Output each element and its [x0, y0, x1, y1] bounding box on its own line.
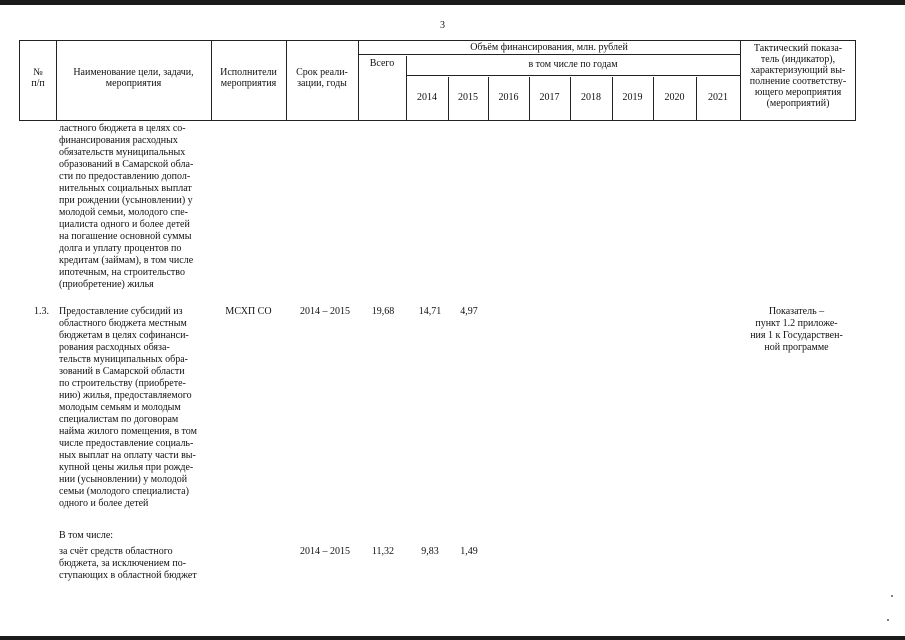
year-header: 2020 [664, 92, 685, 103]
year-header: 2014 [417, 92, 437, 103]
year-header: 2017 [539, 92, 560, 103]
speck [887, 619, 889, 621]
divider [358, 54, 740, 55]
year-header: 2018 [581, 92, 601, 103]
including-label: В том числе: [59, 530, 114, 541]
col-name-header: Наименование цели, задачи, мероприятия [73, 67, 194, 89]
col-indicator-header: Тактический показа- тель (индикатор), характеризующий вы- полнение соответству- ющего мероприятия (мероприятий) [749, 43, 847, 109]
row-name: Предоставление субсидий из областного бюджета местным бюджетам в целях софинанси- рования расходных обяза- тельств муниципальных обра- зований в Самарской области по строительству (приобрете- нию) жилья, предоставляемого молодым семьям и молодым специалистам по договорам найма жилого помещения, в том числе предоставление социаль- ных выплат на оплату части вы- купной цены жилья при рожде- нии (усыновлении) у молодой семьи (молодого специалиста) одного и более детей [59, 306, 197, 509]
col-financing-header: Объём финансирования, млн. рублей [470, 42, 628, 53]
col-total-header: Всего [369, 58, 395, 69]
subrow-name: за счёт средств областного бюджета, за исключением по- ступающих в областной бюджет [59, 546, 197, 581]
col-years-group-header: в том числе по годам [528, 59, 618, 70]
top-border [0, 0, 905, 5]
row-indicator: Показатель – пункт 1.2 приложе- ния 1 к Государствен- ной программе [750, 306, 843, 353]
row-number: 1.3. [34, 306, 49, 317]
table-header [19, 40, 856, 121]
speck [891, 595, 893, 597]
year-header: 2021 [708, 92, 728, 103]
row-2014: 14,71 [418, 306, 442, 317]
year-header: 2016 [498, 92, 519, 103]
year-header: 2019 [622, 92, 643, 103]
divider [406, 75, 740, 76]
col-executor-header: Исполнители мероприятия [220, 67, 277, 89]
page-number: 3 [440, 20, 445, 31]
row-2015: 4,97 [460, 306, 478, 317]
continued-text: ластного бюджета в целях со- финансирования расходных обязательств муниципальных образований в Самарской обла- сти по предоставлению допол- нительных социальных выплат при рождении (усыновлении) у молодой семьи, молодого спе- циалиста одного и более детей на погашение основной суммы долга и уплату процентов по кредитам (займам), в том числе ипотечным, на строительство (приобретение) жилья [59, 123, 194, 290]
row-executor: МСХП СО [225, 306, 272, 317]
subrow-total: 11,32 [371, 546, 395, 557]
col-number-header: № п/п [31, 67, 45, 89]
row-term: 2014 – 2015 [300, 306, 350, 317]
subrow-2015: 1,49 [460, 546, 478, 557]
year-header: 2015 [458, 92, 478, 103]
subrow-term: 2014 – 2015 [300, 546, 350, 557]
bottom-border [0, 636, 905, 640]
row-total: 19,68 [371, 306, 395, 317]
subrow-2014: 9,83 [421, 546, 439, 557]
col-term-header: Срок реали- зации, годы [296, 67, 348, 89]
